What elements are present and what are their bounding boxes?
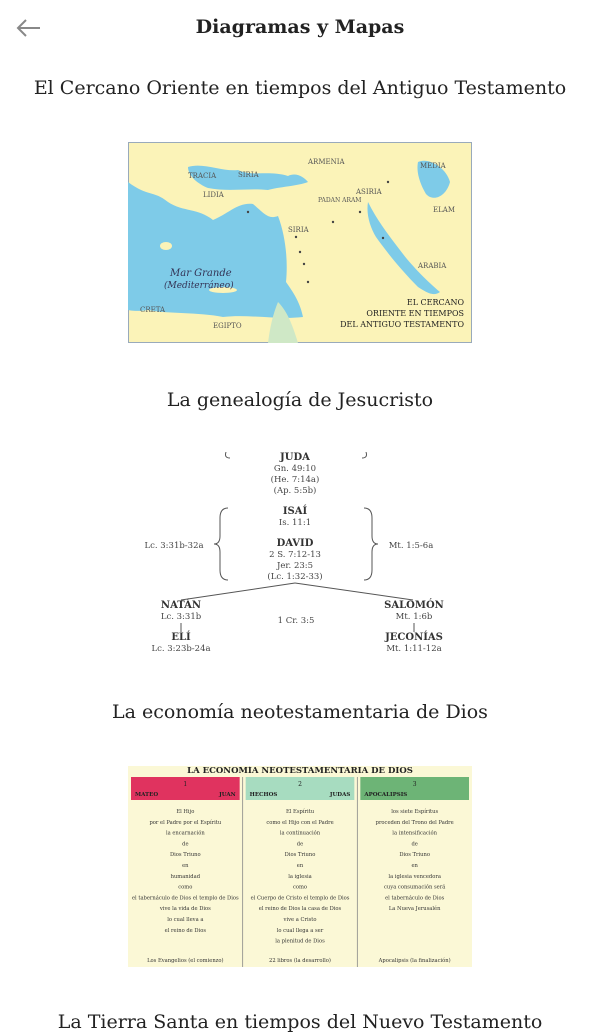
column-2-line: en: [296, 863, 304, 869]
column-1-line: el tabernáculo de Dios el templo de Dios: [131, 895, 239, 902]
column-right-label-1: JUAN: [219, 792, 236, 798]
column-3-line: proceden del Trono del Padre: [375, 819, 454, 826]
chart-economy: [128, 766, 472, 967]
map-caption-1: EL CERCANO: [406, 298, 464, 307]
column-3-line: La Nueva Jerusalén: [388, 906, 441, 913]
column-1-line: la encarnación: [165, 830, 205, 837]
column-1-line: como: [178, 884, 193, 891]
section-title-holy-land[interactable]: La Tierra Santa en tiempos del Nuevo Testamento: [57, 1011, 543, 1033]
ref-juda-1: Gn. 49:10: [273, 464, 317, 474]
ref-center: 1 Cr. 3:5: [277, 616, 315, 626]
map-label-elam: ELAM: [433, 206, 455, 214]
node-isai: ISAÍ: [282, 506, 308, 517]
column-right-label-2: JUDAS: [329, 792, 351, 798]
column-1-line: por el Padre por el Espíritu: [149, 819, 222, 826]
ref-juda-2: (He. 7:14a): [270, 475, 320, 485]
ref-jeconias: Mt. 1:11-12a: [386, 644, 442, 654]
column-3-line: la intensificación: [392, 830, 438, 837]
page-title: Diagramas y Mapas: [195, 16, 405, 38]
column-num-1: 1: [183, 781, 188, 788]
map-near-east-thumbnail[interactable]: [128, 142, 472, 343]
column-3-line: en: [411, 863, 418, 869]
section-title-economy[interactable]: La economía neotestamentaria de Dios: [112, 701, 488, 723]
node-juda: JUDÁ: [280, 452, 310, 463]
section-title-near-east[interactable]: El Cercano Oriente en tiempos del Antiguo Testamento: [33, 77, 567, 99]
column-3-line: cuya consumación será: [384, 884, 446, 891]
ref-right: Mt. 1:5-6a: [388, 541, 434, 551]
map-label-sea: Mar Grande: [170, 268, 232, 279]
ref-david-3: (Lc. 1:32-33): [267, 572, 323, 582]
map-label-gomer: SIRIA: [238, 171, 259, 179]
column-1-line: lo cual lleva a: [167, 917, 204, 923]
chart-economy-thumbnail[interactable]: [128, 766, 472, 967]
column-2-line: Dios Triuno: [284, 852, 316, 859]
column-1-line: de: [182, 841, 189, 848]
ref-salomon: Mt. 1:6b: [395, 612, 433, 622]
column-3-line: el tabernáculo de Dios: [385, 895, 445, 902]
column-2-line: de: [296, 841, 304, 848]
map-label-media: MEDIA: [420, 162, 446, 170]
column-1-line: vive la vida de Dios: [159, 906, 211, 913]
node-natan: NATÁN: [160, 600, 202, 611]
ref-david-1: 2 S. 7:12-13: [269, 550, 321, 560]
ref-natan: Lc. 3:31b: [160, 612, 202, 622]
column-3-line: la iglesia vencedora: [388, 873, 441, 880]
column-1-footer: Los Evangelios (el comienzo): [147, 958, 224, 964]
column-num-3: 3: [412, 781, 417, 788]
node-salomon: SALOMÓN: [384, 600, 444, 611]
column-2-line: el reino de Dios la casa de Dios: [258, 906, 342, 913]
diagram-genealogy: [140, 452, 460, 658]
map-near-east: [128, 142, 472, 343]
column-2-line: como el Hijo con el Padre: [266, 819, 334, 826]
column-1-line: el reino de Dios: [164, 927, 207, 934]
node-david: DAVID: [276, 538, 314, 549]
column-2-line: El Espíritu: [285, 809, 315, 815]
chart-heading: LA ECONOMÍA NEOTESTAMENTARIA DE DIOS: [187, 766, 413, 776]
map-label-siria: SIRIA: [288, 226, 309, 234]
map-label-armenia: ARMENIA: [308, 158, 345, 166]
map-label-padan-aram: PADAN ARAM: [318, 197, 362, 204]
column-2-line: la continuación: [279, 830, 321, 837]
column-2-line: la iglesia: [288, 873, 312, 880]
diagram-genealogy-thumbnail[interactable]: [140, 452, 460, 658]
column-2-line: como: [292, 884, 308, 891]
ref-eli: Lc. 3:23b-24a: [151, 644, 211, 654]
column-1-line: en: [182, 863, 189, 869]
column-left-label-3: APOCALIPSIS: [364, 792, 408, 798]
map-label-asiria: ASIRIA: [356, 188, 382, 196]
node-eli: ELÍ: [171, 632, 191, 643]
column-1-line: humanidad: [170, 873, 201, 880]
column-2-footer: 22 libros (la desarrollo): [269, 958, 331, 964]
map-label-lidia: LIDIA: [203, 191, 224, 199]
map-caption-3: DEL ANTIGUO TESTAMENTO: [340, 320, 464, 329]
map-label-creta: CRETA: [140, 306, 166, 314]
map-label-arabia: ARABIA: [418, 262, 447, 270]
column-3-footer: Apocalipsis (la finalización): [378, 958, 451, 964]
column-2-line: vive a Cristo: [283, 917, 317, 923]
node-jeconias: JECONÍAS: [385, 632, 443, 643]
column-1-line: Dios Triuno: [169, 852, 201, 859]
ref-juda-3: (Ap. 5:5b): [273, 486, 317, 496]
column-left-label-1: MATEO: [135, 792, 159, 798]
map-caption-2: ORIENTE EN TIEMPOS: [366, 309, 464, 318]
map-label-tracia: TRACIA: [188, 172, 217, 180]
ref-left: Lc. 3:31b-32a: [144, 541, 204, 551]
column-1-line: El Hijo: [176, 809, 195, 815]
map-label-sea2: (Mediterráneo): [164, 281, 234, 291]
column-3-line: Dios Triuno: [399, 852, 431, 859]
column-left-label-2: HECHOS: [249, 792, 278, 798]
column-2-line: la plenitud de Dios: [275, 938, 325, 945]
ref-isai: Is. 11:1: [278, 518, 312, 528]
ref-david-2: Jer. 23:5: [276, 561, 314, 571]
map-label-egipto: EGIPTO: [213, 322, 242, 330]
column-3-line: los siete Espíritus: [391, 809, 439, 815]
column-2-line: lo cual llega a ser: [276, 927, 324, 934]
section-title-genealogy[interactable]: La genealogía de Jesucristo: [166, 389, 434, 411]
app-bar: [0, 0, 600, 56]
column-3-line: de: [411, 841, 418, 848]
column-num-2: 2: [298, 781, 302, 788]
column-2-line: el Cuerpo de Cristo el templo de Dios: [250, 895, 350, 902]
